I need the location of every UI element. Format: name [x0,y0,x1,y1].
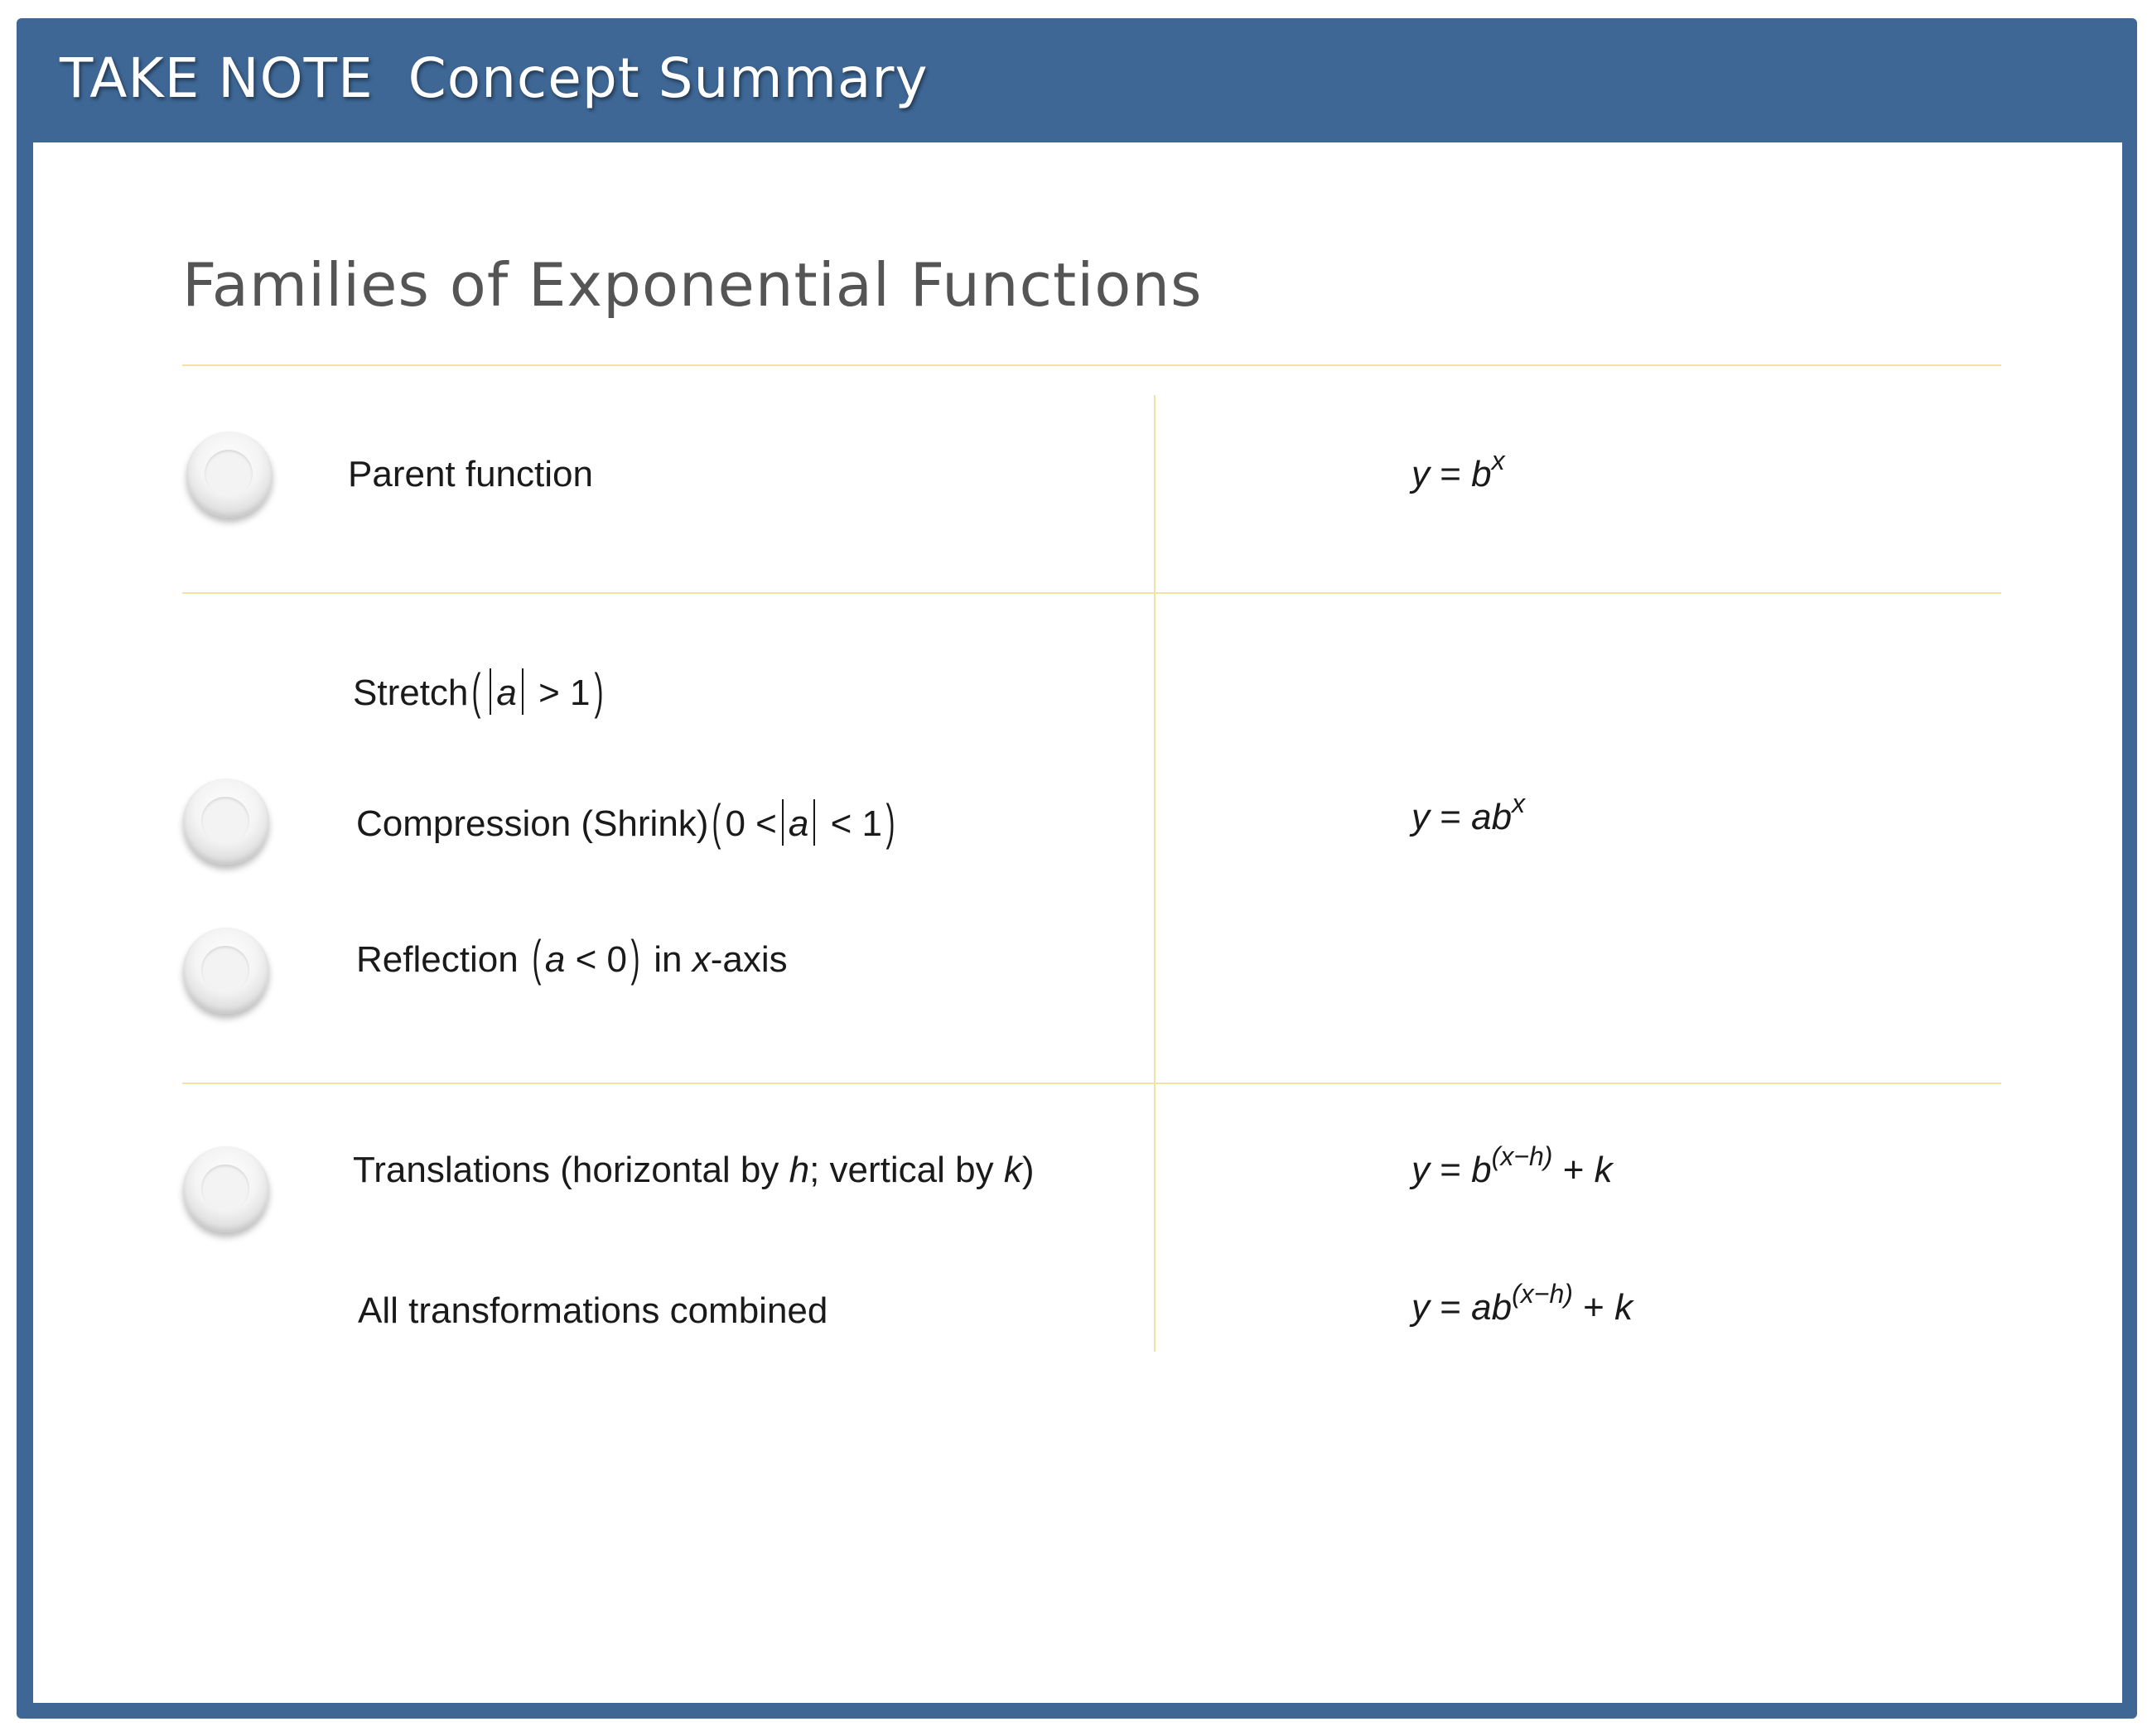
content-panel [33,142,2122,1703]
label-translations: Translations (horizontal by h; vertical by k) [353,1150,1035,1190]
radio-parent-function[interactable] [186,432,273,518]
label-compression: Compression (Shrink)( 0 < a < 1) [356,794,895,850]
label-combined: All transformations combined [358,1290,828,1331]
row-divider-1 [182,592,2001,594]
column-divider [1154,395,1156,1352]
header-title [60,46,929,110]
radio-compression[interactable] [183,779,269,865]
title-divider [182,364,2001,366]
header-bar [17,18,2137,142]
formula-stretch-group: $y = ab^x$ [1411,788,1526,837]
label-reflection: Reflection ( a < 0) in x-axis [356,930,788,986]
formula-parent: $y = b^x$ [1411,446,1505,494]
formula-translations: $y = b^{(x-h)} + k$ [1411,1141,1613,1190]
label-stretch: Stretch( a > 1) [353,663,604,719]
header-tag: TAKE NOTE [60,46,374,110]
row-divider-2 [182,1083,2001,1084]
page-title: Families of Exponential Functions [182,250,1203,320]
label-parent-function: Parent function [348,454,593,494]
radio-reflection[interactable] [183,928,269,1014]
radio-translations[interactable] [183,1146,269,1232]
formula-combined: $y = ab^{(x-h)} + k$ [1411,1279,1633,1328]
header-subtitle: Concept Summary [408,46,929,110]
take-note-frame [17,18,2137,1719]
